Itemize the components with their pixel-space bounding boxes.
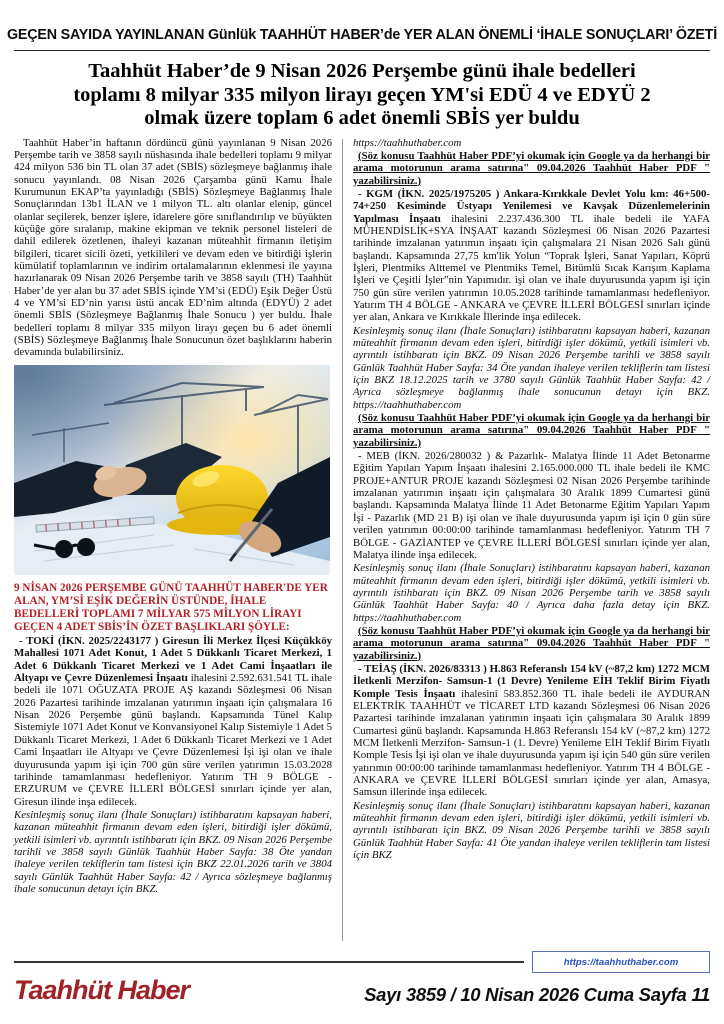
meb-entry-body: ihalesini 2.165.000.000 TL ihale bedeli ile KMC PROJE+ANTUR PROJE kazandı Sözleşmesi 02 Nisan 2026 Perşembe tarihinde imzalanan yatırımın inşaatı için çalışmalara 30 Aralık 1899 Cumartesi günü başlandı. Kapsamında Malatya İlinde 11 Adet Betonarme Eğitim Yapıları Yapım İşi - Pazarlık (MD 21 B) işi olan ve ihale duyurusunda yapım işi için 0 gün süre verilen yatırımın 00:00:00 tarihinde tamamlanması hedefleniyor. Yatırım TH 7 BÖLGE - GAZİANTEP ve ÇEVRE İLLERİ BÖLGESİ sınırları içinde yer alan, Malatya ilinde inşa edilecek. (353, 462, 710, 561)
construction-photo (14, 365, 330, 575)
toki-entry (14, 635, 332, 808)
footer-logo: Taahhüt Haber (14, 975, 190, 1005)
toki-entry-title: - TOKİ (İKN. 2025/2243177 ) Giresun İli Merkez İlçesi Küçükköy Mahallesi 1071 Adet Konut, 1 Adet 5 Dükkanlı Ticaret Merkezi, 1 Adet 6 Dükkanlı Ticaret Merkezi ve 1 Adet Cami İnşaatları ile Altyapı ve Çevre Düzenlemesi İnşaatı (14, 635, 332, 685)
pdf-note-1: (Söz konusu Taahhüt Haber PDF’yi okumak için Google ya da herhangi bir arama motorunun arama satırına" 09.04.2026 Taahhüt Haber PDF " yazabilirsiniz.) (353, 149, 710, 187)
left-column (14, 137, 339, 949)
construction-photo-art (14, 365, 330, 575)
highlight-heading: 9 NİSAN 2026 PERŞEMBE GÜNÜ TAAHHÜT HABER'DE YER ALAN, YM’Sİ EŞİK DEĞERİN ÜSTÜNDE, İHALE BEDELLERİ TOPLAMI 7 MİLYAR 575 MİLYON LİRAYI GEÇEN 4 ADET SBİS’İN ÖZET BAŞLIKLARI ŞÖYLE: (14, 581, 328, 633)
pdf-note-3: (Söz konusu Taahhüt Haber PDF’yi okumak için Google ya da herhangi bir arama motorunun arama satırına" 09.04.2026 Taahhüt Haber PDF " yazabilirsiniz.) (353, 624, 710, 662)
meb-entry (353, 450, 710, 561)
page-kicker: GEÇEN SAYIDA YAYINLANAN Günlük TAAHHÜT HABER’de YER ALAN ÖNEMLİ ‘İHALE SONUÇLARI’ ÖZETİ (7, 27, 717, 43)
teias-entry-body: ihalesini 583.852.360 TL ihale bedeli ile AYDURAN ELEKTRİK TAAHHÜT ve TİCARET LTD kazandı Sözleşmesi 06 Nisan 2026 Pazartesi tarihinde imzalanan yatırımın inşaatı için çalışmalara 30 Aralık 1899 Cumartesi günü başlandı. Kapsamında H.863 Referanslı 154 kV (~87,2 km) 1272 MCM İletkenli Merzifon- Samsun-1 (1. Devre) Yenileme EİH Teklif Birim Fiyatlı Komple Tesis İşi işi olan ve ihale duyurusunda yapım işi için 540 gün süre verilen yatırımın 00:00:00 tarihinde tamamlanması hedefleniyor. Yatırım TH 4 BÖLGE - ANKARA ve ÇEVRE İLLERİ BÖLGESİ sınırları içinde yer alan, Amasya, Samsun illerinde inşa edilecek. (353, 687, 710, 799)
site-url-box[interactable] (532, 951, 710, 973)
kgm-entry-note: Kesinleşmiş sonuç ilanı (İhale Sonuçları) istihbaratını kapsayan haberi, kazanan müteahhit firmanın devam eden işleri, bitirdiği işler dökümü, yetkili isimleri vb. ayrıntılı istihbaratı için BKZ. 09 Nisan 2026 Perşembe tarihli ve 3858 sayılı Günlük Taahhüt Haber Sayfa: 34 Öte yandan ihaleye verilen tekliflerin tam listesi için BKZ 18.12.2025 tarih ve 3780 sayılı Günlük Taahhüt Haber Sayfa: 42 / Ayrıca sözleşmeye bağlanmış ihale sonucunun detayı için BKZ. https://taahhuthaber.com (353, 324, 710, 411)
teias-entry-note: Kesinleşmiş sonuç ilanı (İhale Sonuçları) istihbaratını kapsayan haberi, kazanan müteahhit firmanın devam eden işleri, bitirdiği işler dökümü, yetkili isimleri vb. ayrıntılı istihbaratı için BKZ. 09 Nisan 2026 Perşembe tarihli ve 3858 sayılı Günlük Taahhüt Haber Sayfa: 41 Öte yandan ihaleye verilen tekliflerin tam listesi için BKZ (353, 799, 710, 862)
page-title: Taahhüt Haber’de 9 Nisan 2026 Perşembe günü ihale bedelleri toplamı 8 milyar 335 milyon lirayı geçen YM'si EDÜ 4 ve EDYÜ 2 olmak üzere toplam 6 adet önemli SBİS yer buldu (73, 60, 651, 129)
page-footer (14, 951, 710, 1006)
meb-entry-note: Kesinleşmiş sonuç ilanı (İhale Sonuçları) istihbaratını kapsayan haberi, kazanan müteahhit firmanın devam eden işleri, bitirdiği işler dökümü, yetkili isimleri vb. ayrıntılı istihbaratı için BKZ. 09 Nisan 2026 Perşembe tarih ve 3858 sayılı Günlük Taahhüt Haber Sayfa: 40 / Ayrıca daha fazla detay için BKZ. https://taahhuthaber.com (353, 562, 710, 624)
right-column (346, 137, 710, 949)
pdf-note-2: (Söz konusu Taahhüt Haber PDF’yi okumak için Google ya da herhangi bir arama motorunun arama satırına" 09.04.2026 Taahhüt Haber PDF " yazabilirsiniz.) (353, 412, 710, 449)
url-line: https://taahhuthaber.com (353, 136, 462, 149)
kgm-entry-title: - KGM (İKN. 2025/1975205 ) Ankara-Kırıkkale Devlet Yolu km: 46+500-74+250 Kesiminde Üstyapı Yenilemesi ve Kavşak Düzenlemelerinin Yapılması İnşaatı (353, 187, 710, 225)
teias-entry (353, 663, 710, 799)
article-columns (0, 137, 724, 949)
meb-entry-title: - MEB (İKN. 2026/280032 ) & Pazarlık- Malatya İlinde 11 Adet Betonarme Eğitim Yapıları Yapım İnşaatı (353, 450, 710, 475)
intro-paragraph: Taahhüt Haber’in haftanın dördüncü günü yayınlanan 9 Nisan 2026 Perşembe tarih ve 3858 sayılı nüshasında ihale bedelleri toplamı 9 milyar 424 milyon 536 bin TL olan 37 adet (SBİS) sözleşmeye bağlanmış ihale sonucu yayınlandı. 08 Nisan 2026 Çarşamba günü Kamu İhale Kurumunun EKAP’ta yayınladığı (SBİS) Sözleşmeye Bağlanmış İhale Sonuçlarından 13b1 İLAN ve 1 milyon TL. altı olanlar elenip, güncel olanlar seçilerek, benzer işlere, idarelere göre sınıflandırılıp ve büyükten küçüğe göre sıralanıp, makine ekipman ve teknik personel listeleri de dahil edilerek özetlenen, ihaleyi kazanan müteahhit firmanın iletişim bilgileri, ticaret sicili özeti, yetkilileri ve devam eden ve bitirdiği işlerin kümülatif toplamlarının ve indirim ortalamalarının eklenmesi ile yayına hazırlanarak 09 Nisan 2026 Perşembe tarih ve 3858 sayılı (TH) Taahhüt Haber’de yer alan bu 37 adet SBİS içinde YM’si (EDÜ) Eşik Değer Üstü 4 ve YM’si ED’nin yarısı üstü ancak ED’nim altında (EDYÜ) 2 adet önemli SBİS (Sözleşmeye Bağlanmış İhale Sonucu ) yer buldu. İhale bedelleri toplamı 8 milyar 335 milyon lirayı geçen bu 6 adet önemli (SBİS) Sözleşmeye Bağlanmış İhale Sonucunun özet başlıklarını haberin devamında bulabilirsiniz. (14, 136, 332, 359)
kgm-entry-body: ihalesini 2.237.436.300 TL ihale bedeli ile YAFA MÜHENDİSLİK+SYA İNŞAAT kazandı Sözleşmesi 06 Nisan 2026 Pazartesi tarihinde imzalanan yatırımın inşaatı için çalışmalara 21 Nisan 2026 Salı günü başlandı. Kapsamında 27,75 km'lik Yolun “Toprak İşleri, Sanat Yapıları, Köprü İşleri, Plentmiks Alttemel ve Plentmiks Temel, Bitümlü Sıcak Karışım Kaplama İşleri ve Çeşitli İşler”nin Yapımıdır. işi olan ve ihale duyurusunda yapım işi için 750 gün süre verilen yatırımın 10.05.2028 tarihinde tamamlanması hedefleniyor. Yatırım TH 4 BÖLGE - ANKARA ve ÇEVRE İLLERİ BÖLGESİ sınırları içinde yer alan, Ankara ve Kırıkkale İllerinde inşa edilecek. (353, 212, 710, 324)
footer-rule (14, 961, 524, 963)
issue-line: Sayı 3859 / 10 Nisan 2026 Cuma Sayfa 11 (364, 984, 710, 1005)
header-rule (14, 50, 710, 51)
toki-entry-note: Kesinleşmiş sonuç ilanı (İhale Sonuçları) istihbaratını kapsayan haberi, kazanan müteahhit firmanın devam eden işleri, bitirdiği işler dökümü, yetkili isimleri vb. ayrıntılı istihbaratı için BKZ. 09 Nisan 2026 Perşembe tarihli ve 3858 sayılı Günlük Taahhüt Haber Sayfa: 38 Öte yandan ihaleye verilen tekliflerin tam listesi için BKZ 22.01.2026 tarih ve 3804 sayılı Günlük Taahhüt Haber Sayfa: 42 / Ayrıca sözleşmeye bağlanmış ihale sonucunun detayı için BKZ. (14, 808, 332, 895)
column-divider (342, 139, 343, 941)
teias-entry-title: - TEİAŞ (İKN. 2026/83313 ) H.863 Referanslı 154 kV (~87,2 km) 1272 MCM İletkenli Merzifon- Samsun-1 (1 Devre) Yenileme EİH Teklif Birim Fiyatlı Komple Tesis İnşaatı (353, 662, 710, 700)
site-url-text[interactable]: https://taahhuthaber.com (563, 957, 679, 968)
kgm-entry (353, 188, 710, 324)
toki-entry-body: ihalesini 2.592.631.541 TL ihale bedeli ile 1071 OĞUZATA PROJE AŞ kazandı Sözleşmesi 06 Nisan 2026 Pazartesi tarihinde imzalanan yatırımın inşaatı için çalışmalara 16 Nisan 2026 Perşembe günü başlandı. Kapsamında Tünel Kalıp Sistemiyle 1071 Adet Konut ve Konvansiyonel Kalıp Sistemiyle 1 Adet 5 Dükkanlı Ticaret Merkezi, 1 Adet 6 Dükkanlı Ticaret Merkezi ve 1 Adet Cami İnşaatları ile Altyapı ve Çevre Düzenlemesi İşi işi olan ve ihale duyurusunda yapım işi için 700 gün süre verilen yatırımın 15.03.2028 tarihinde tamamlanması hedefleniyor. Yatırım TH 9 BÖLGE - ERZURUM ve ÇEVRE İLLERİ BÖLGESİ sınırları içinde yer alan, Giresun ilinde inşa edilecek. (14, 672, 333, 808)
